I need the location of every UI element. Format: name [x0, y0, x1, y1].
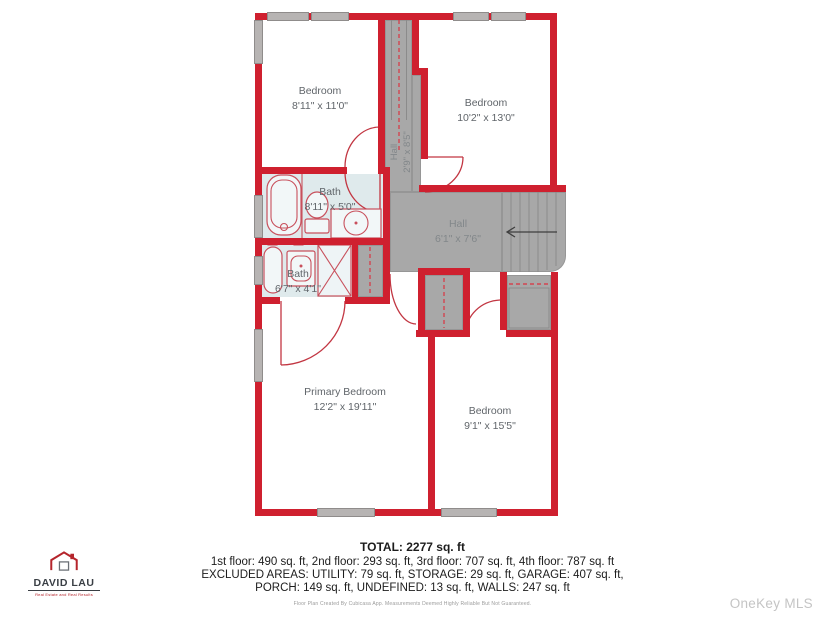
area-summary [0, 541, 825, 595]
wall [550, 13, 557, 185]
wall [551, 272, 558, 516]
wall [255, 297, 280, 304]
total-area: TOTAL: 2277 sq. ft [360, 540, 465, 554]
wall [419, 185, 566, 192]
wall [412, 13, 419, 75]
label-primary-bedroom: Primary Bedroom 12'2" x 19'11" [304, 386, 386, 413]
logo-tagline: Real Estate and Real Results [35, 592, 93, 597]
wall [463, 268, 470, 337]
window [441, 508, 497, 517]
closet-rails [370, 247, 549, 328]
wall [345, 297, 390, 304]
excluded-line-2: PORCH: 149 sq. ft, UNDEFINED: 13 sq. ft, WALLS: 247 sq. ft [255, 582, 570, 594]
window [311, 12, 349, 21]
label-bath-small: Bath 6'7" x 4'1" [275, 268, 321, 295]
disclaimer-text: Floor Plan Created By Cubicasa App. Measurements Deemed Highly Reliable But Not Guaranteed. [293, 601, 532, 607]
mls-watermark: OneKey MLS [729, 596, 813, 611]
agent-logo [28, 551, 100, 597]
stairs-direction-arrow [507, 227, 557, 237]
wall [418, 268, 425, 337]
label-hall-main: Hall 6'1" x 7'6" [435, 218, 481, 245]
label-bedroom-bottom-right: Bedroom 9'1" x 15'5" [464, 405, 516, 432]
wall [506, 330, 553, 337]
wall [352, 243, 358, 297]
label-bath-main: Bath 8'11" x 5'0" [304, 186, 356, 213]
wall [383, 167, 390, 303]
wall [378, 13, 385, 174]
floors-line: 1st floor: 490 sq. ft, 2nd floor: 293 sq. ft, 3rd floor: 707 sq. ft, 4th floor: 787 sq. ft [210, 556, 615, 568]
window [254, 329, 263, 382]
window [453, 12, 489, 21]
wall [255, 238, 390, 245]
logo-name: DAVID LAU [28, 577, 100, 591]
wall [425, 268, 463, 275]
shower-icon [318, 245, 351, 296]
wall [255, 509, 558, 516]
wall [416, 330, 467, 337]
label-bedroom-top-left: Bedroom 8'11" x 11'0" [291, 85, 349, 112]
window [267, 12, 309, 21]
wall [412, 68, 428, 75]
label-hall-upper: Hall 2'9" x 8'5" [389, 131, 413, 173]
bathtub-icon [267, 175, 301, 235]
window [254, 256, 263, 285]
house-icon [47, 551, 81, 571]
window [491, 12, 526, 21]
label-bedroom-top-right: Bedroom 10'2" x 13'0" [457, 97, 515, 124]
wall [421, 75, 428, 159]
wall [428, 330, 435, 516]
wall [500, 272, 507, 330]
wall [262, 167, 347, 174]
window [317, 508, 375, 517]
window [254, 20, 263, 64]
window [254, 195, 263, 238]
excluded-line-1: EXCLUDED AREAS: UTILITY: 79 sq. ft, STORAGE: 29 sq. ft, GARAGE: 407 sq. ft, [201, 569, 624, 581]
